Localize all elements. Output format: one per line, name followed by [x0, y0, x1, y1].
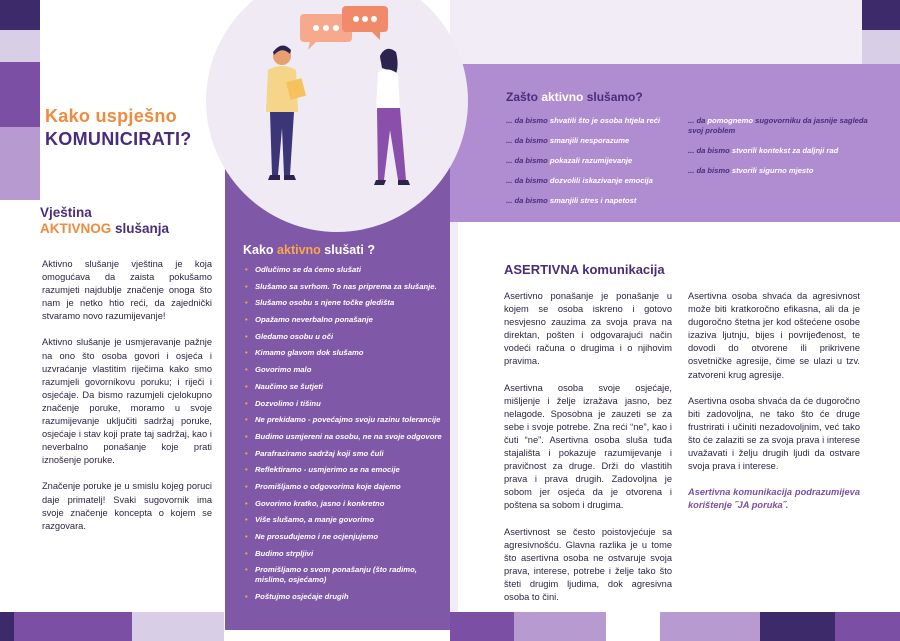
active-listening-text	[42, 258, 212, 546]
assertive-text-col-1	[504, 290, 672, 617]
list-item: ... da bismo stvorili sigurno mjesto	[688, 166, 814, 175]
bottom-bar	[0, 612, 14, 641]
bottom-bar	[14, 612, 132, 641]
list-item: • Gledamo osobu u oči	[245, 332, 445, 342]
list-item: • Odlučimo se da ćemo slušati	[245, 265, 445, 275]
list-item: ... da bismo dozvolili iskazivanje emocija	[506, 176, 653, 185]
list-item: ... da bismo shvatili što je osoba htjela reći	[506, 116, 661, 125]
bottom-bar	[835, 612, 900, 641]
list-item: ... da bismo smanjili stres i napetost	[506, 196, 637, 205]
page-title	[45, 106, 225, 150]
man-figure-icon	[266, 45, 306, 180]
list-item: • Naučimo se šutjeti	[245, 382, 445, 392]
list-item: • Govorimo kratko, jasno i konkretno	[245, 499, 445, 509]
why-listen-title: Zašto aktivno slušamo?	[506, 90, 643, 104]
why-list-2	[688, 116, 868, 186]
assertive-title: ASERTIVNA komunikacija	[504, 262, 665, 277]
decor-block	[0, 62, 40, 127]
list-item: • Opažamo neverbalno ponašanje	[245, 315, 445, 325]
title-line-2: KOMUNICIRATI?	[45, 129, 192, 149]
list-item: ... da bismo smanjili nesporazume	[506, 136, 630, 145]
why-list-1	[506, 116, 681, 216]
how-to-listen-list	[245, 265, 445, 609]
bottom-bar	[660, 612, 760, 641]
list-item: • Slušamo osobu s njene točke gledišta	[245, 298, 445, 308]
list-item: • Govorimo malo	[245, 365, 445, 375]
bottom-bar	[132, 612, 224, 641]
how-to-listen-title: Kako aktivno slušati ?	[243, 243, 375, 257]
decor-block	[0, 0, 40, 30]
list-item: • Kimamo glavom dok slušamo	[245, 348, 445, 358]
decor-block	[0, 30, 40, 62]
list-item: • Budimo strpljivi	[245, 549, 445, 559]
assertive-note: Asertivna komunikacija podrazumijeva korištenje ˝JA poruka˝.	[688, 487, 860, 511]
conversation-illustration	[240, 0, 440, 230]
list-item: • Poštujmo osjećaje drugih	[245, 592, 445, 602]
paragraph: Asertivna osoba shvaća da agresivnost može biti kratkoročno efikasna, ali da je dugoročno štetna jer kod oštećene osobe izaziva ljutnju, bijes i povrijeđenost, te dovodi do otvorene ili prikrivene osvetničke agresije, čime se ulazi u tzv. zatvoreni krug agresije.	[688, 291, 860, 380]
list-item: • Ne prekidamo - povećajmo svoju razinu tolerancije	[245, 415, 445, 425]
section-heading-active-listening	[40, 205, 220, 237]
paragraph: Asertivna osoba svoje osjećaje, mišljenje i želje izražava jasno, bez nelagode. Sposobna je zauzeti se za sebe i svoje potrebe. Zna reći “ne”, kao i čuti “ne”. Asertivna osoba sluša tuđa stajališta i pokazuje razumijevanje i pravičnost za druge. Drži do vlastitih prava i prava drugih. Zadovoljna je sobom jer osjeća da je otvorena i poštena sa sobom i drugima.	[504, 382, 672, 511]
title-line-1: Kako uspješno	[45, 106, 177, 126]
paragraph: Asertivno ponašanje je ponašanje u kojem se osoba iskreno i gotovo nesvjesno zauzima za svoja prava na direktan, pošten i odgovarajući način vodeći računa o drugima i o njihovim pravima.	[504, 291, 672, 367]
decor-block	[862, 0, 900, 30]
bottom-bar	[760, 612, 835, 641]
page-gutter	[450, 222, 458, 641]
list-item: • Dozvolimo i tišinu	[245, 399, 445, 409]
paragraph: Aktivno slušanje je usmjeravanje pažnje na ono što osoba govori i osjeća i uzvraćanje vlastitim riječima kako smo razumjeli govornikovu poruku; i riječi i osjećaje. Da bismo razumjeli cjelokupno značenje poruke, moramo u svoje razumijevanje uključiti sadržaj poruke, osjećaje i stav koji prate taj sadržaj, kao i neverbalno ponašanje koje prati iznošenje poruke.	[42, 337, 212, 466]
top-band	[450, 0, 900, 64]
subheading-line-2: AKTIVNOG slušanja	[40, 221, 170, 236]
list-item: • Više slušamo, a manje govorimo	[245, 515, 445, 525]
list-item: • Promišljamo o odgovorima koje dajemo	[245, 482, 445, 492]
list-item: • Reflektiramo - usmjerimo se na emocije	[245, 465, 445, 475]
list-item: ... da bismo pokazali razumijevanje	[506, 156, 633, 165]
decor-block	[0, 127, 40, 200]
assertive-text-col-2	[688, 290, 860, 525]
decor-block	[862, 30, 900, 64]
paragraph: Asertivnost se često poistovjećuje sa agresivnošću. Glavna razlika je u tome što asertivna osoba ne ostvaruje svoja prava, interese, potrebe i želje tako što šteti drugim ljudima, dok agresivna osoba to čini.	[504, 526, 672, 602]
subheading-line-1: Vještina	[40, 205, 92, 220]
list-item: • Promišljamo o svom ponašanju (što radimo, mislimo, osjećamo)	[245, 565, 445, 585]
list-item: • Budimo usmjereni na osobu, ne na svoje odgovore	[245, 432, 445, 442]
list-item: • Slušamo sa svrhom. To nas priprema za slušanje.	[245, 282, 445, 292]
paragraph: Asertivna osoba shvaća da će dugoročno biti zadovoljna, ne tako što će druge frustrirati i učiniti nezadovoljnim, već tako što će zalaziti se za svoja prava i interese uvažavati i želju drugih ljudi da ostvare svoja prava i interese.	[688, 395, 860, 472]
list-item: • Parafraziramo sadržaj koji smo čuli	[245, 449, 445, 459]
list-item: • Ne prosuđujemo i ne ocjenjujemo	[245, 532, 445, 542]
list-item: ... da pomognemo sugovorniku da jasnije sagleda svoj problem	[688, 116, 868, 135]
paragraph: Značenje poruke je u smislu kojeg poruci daje primatelj! Svaki sugovornik ima svoje značenje koncepta o kojem se razgovara.	[42, 481, 212, 531]
paragraph: Aktivno slušanje vještina je koja omogućava da zaista pokušamo razumjeti najdublje značenje onoga što nam je netko htio reći, da zajednički stvaramo novo razumijevanje!	[42, 259, 212, 322]
list-item: ... da bismo stvorili kontekst za daljnji rad	[688, 146, 839, 155]
woman-figure-icon	[374, 49, 410, 185]
